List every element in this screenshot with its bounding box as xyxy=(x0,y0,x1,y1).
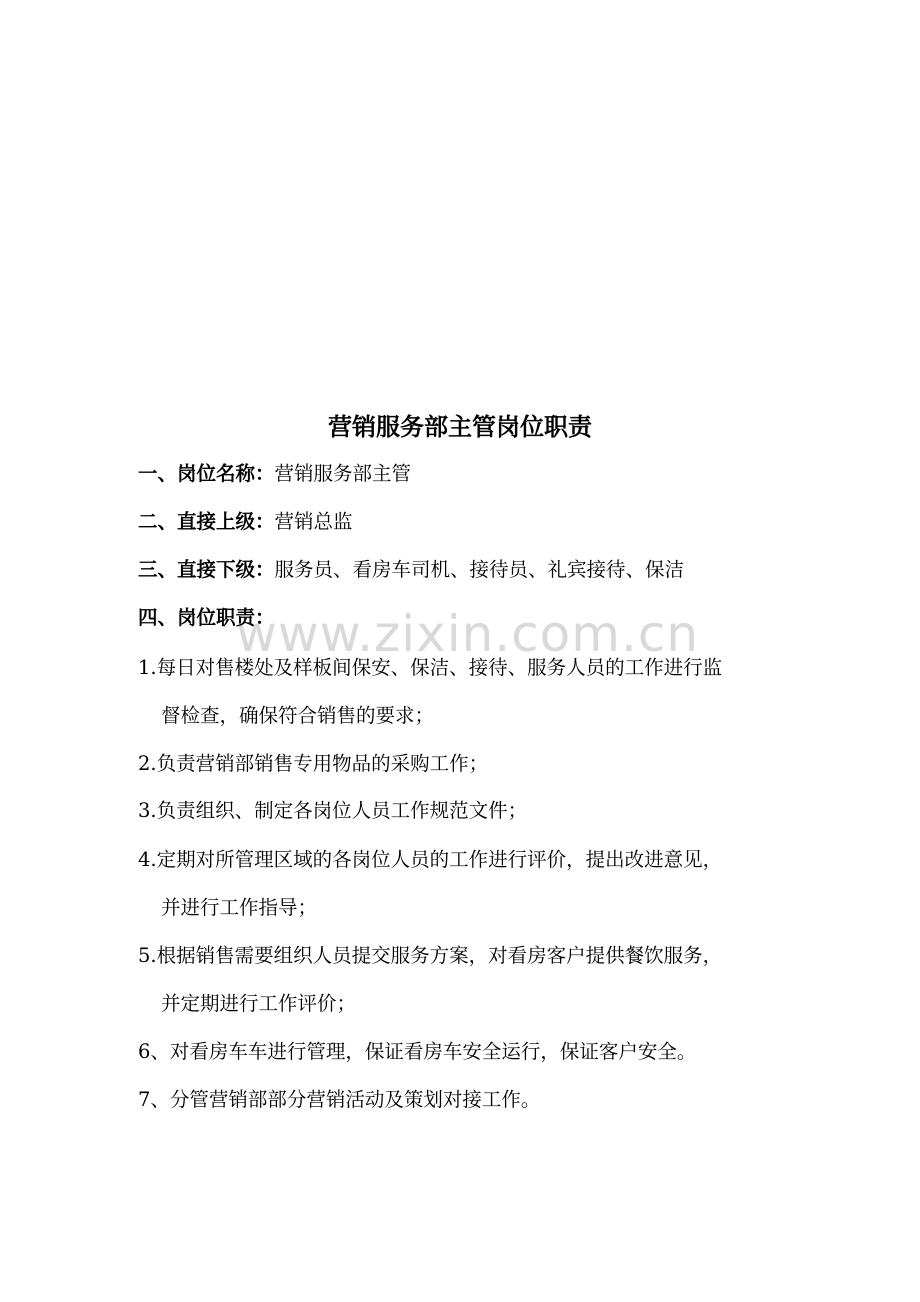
duty-item-6: 6、对看房车车进行管理，保证看房车安全运行，保证客户安全。 xyxy=(138,1040,697,1063)
page-title: 营销服务部主管岗位职责 xyxy=(328,413,592,441)
field-label: 四、岗位职责： xyxy=(138,606,275,629)
field-duties-heading xyxy=(138,603,275,633)
field-direct-subordinates xyxy=(138,555,684,585)
field-value: 营销总监 xyxy=(274,510,353,533)
duty-item-4: 4.定期对所管理区域的各岗位人员的工作进行评价，提出改进意见， xyxy=(138,848,723,871)
duty-item-5: 5.根据销售需要组织人员提交服务方案，对看房客户提供餐饮服务， xyxy=(138,944,723,967)
duty-item-1-continued: 督检查，确保符合销售的要求； xyxy=(161,704,435,727)
duty-item-7: 7、分管营销部部分营销活动及策划对接工作。 xyxy=(138,1088,541,1111)
field-value: 服务员、看房车司机、接待员、礼宾接待、保洁 xyxy=(274,558,685,581)
duty-item-2: 2.负责营销部销售专用物品的采购工作； xyxy=(138,752,489,775)
duty-item-3: 3.负责组织、制定各岗位人员工作规范文件； xyxy=(138,799,528,822)
field-position-name xyxy=(138,459,411,489)
duty-item-4-continued: 并进行工作指导； xyxy=(161,896,318,919)
field-label: 二、直接上级： xyxy=(138,510,275,533)
duty-item-5-continued: 并定期进行工作评价； xyxy=(161,992,357,1015)
field-value: 营销服务部主管 xyxy=(274,462,412,485)
field-label: 一、岗位名称： xyxy=(138,462,275,485)
field-direct-superior xyxy=(138,507,353,537)
watermark: www.zixin.com.cn xyxy=(236,605,700,663)
field-label: 三、直接下级： xyxy=(138,558,275,581)
duty-item-1: 1.每日对售楼处及样板间保安、保洁、接待、服务人员的工作进行监 xyxy=(138,656,723,679)
